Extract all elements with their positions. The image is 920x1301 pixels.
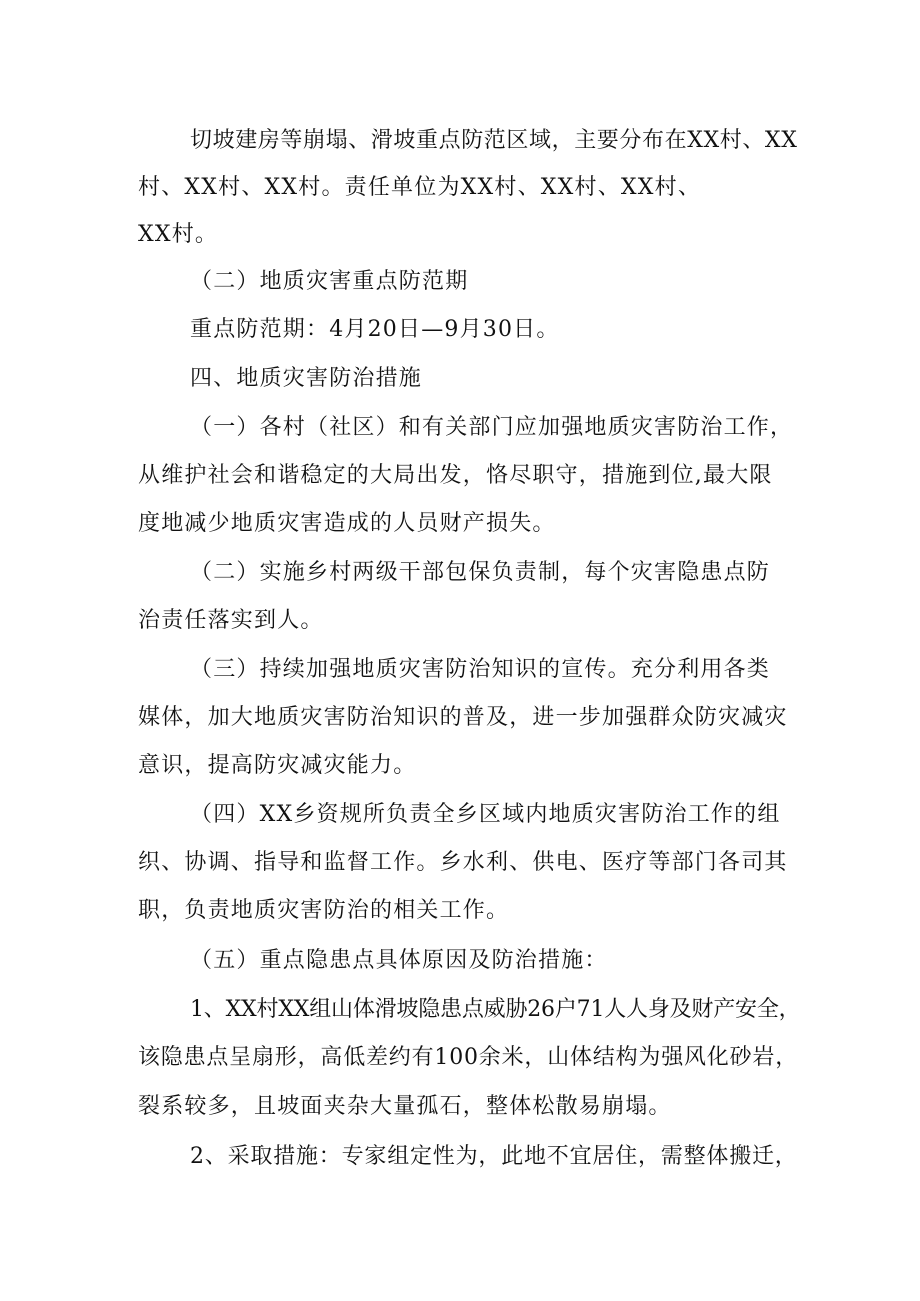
item-1-line-3: 裂系较多，且坡面夹杂大量孤石，整体松散易崩塌。 [138,1094,672,1119]
paragraph-1-line-1: 切坡建房等崩塌、滑坡重点防范区域，主要分布在XX村、XX [190,128,798,153]
measure-2-line-1: （二）实施乡村两级干部包保负责制，每个灾害隐患点防 [190,560,771,585]
paragraph-1-line-2: 村、XX村、XX村。责任单位为XX村、XX村、XX村、 [138,175,702,200]
section-4-heading: 四、地质灾害防治措施 [190,366,423,391]
measure-3-line-1: （三）持续加强地质灾害防治知识的宣传。充分利用各类 [190,657,771,682]
measure-3-line-3: 意识，提高防灾减灾能力。 [138,753,417,778]
measure-1-line-2: 从维护社会和谐稳定的大局出发，恪尽职守，措施到位,最大限 [138,463,773,488]
item-1-line-1: 1、XX村XX组山体滑坡隐患点威胁26户71人人身及财产安全， [190,997,801,1022]
measure-5-heading: （五）重点隐患点具体原因及防治措施： [190,948,608,973]
item-2-line-1: 2、采取措施：专家组定性为，此地不宜居住，需整体搬迁， [190,1144,798,1169]
measure-4-line-2: 织、协调、指导和监督工作。乡水利、供电、医疗等部门各司其 [138,850,788,875]
measure-3-line-2: 媒体，加大地质灾害防治知识的普及，进一步加强群众防灾减灾 [138,705,788,730]
item-1-line-2: 该隐患点呈扇形，高低差约有100余米，山体结构为强风化砂岩， [138,1045,798,1070]
measure-1-line-1: （一）各村（社区）和有关部门应加强地质灾害防治工作， [190,415,794,440]
measure-1-line-3: 度地减少地质灾害造成的人员财产损失。 [138,511,556,536]
measure-4-line-3: 职，负责地质灾害防治的相关工作。 [138,898,510,923]
measure-4-line-1: （四）XX乡资规所负责全乡区域内地质灾害防治工作的组 [190,802,781,827]
measure-2-line-2: 治责任落实到人。 [138,608,324,633]
heading-prevention-period: （二）地质灾害重点防范期 [190,269,469,294]
prevention-period-text: 重点防范期：4月20日—9月30日。 [190,317,560,342]
paragraph-1-line-3: XX村。 [138,222,219,247]
